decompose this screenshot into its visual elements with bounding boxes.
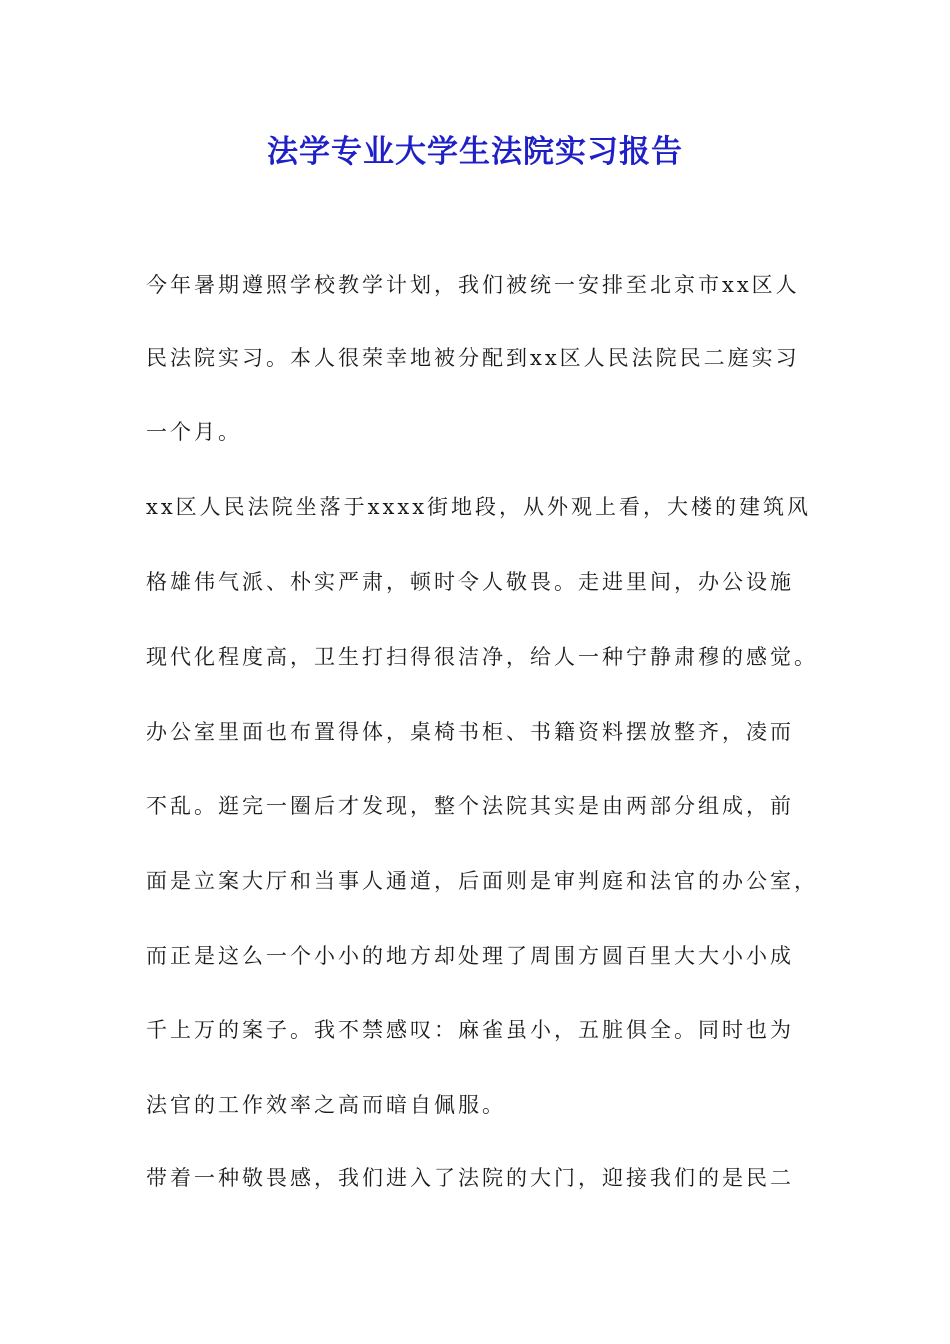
text-line: 而正是这么一个小小的地方却处理了周围方圆百里大大小小成	[146, 944, 794, 968]
text-line: 不乱。逛完一圈后才发现，整个法院其实是由两部分组成，前	[146, 794, 794, 818]
text-line: 面是立案大厅和当事人通道，后面则是审判庭和法官的办公室，	[146, 869, 818, 893]
text-line: 带着一种敬畏感，我们进入了法院的大门，迎接我们的是民二	[146, 1166, 794, 1190]
text-line: 一个月。	[146, 420, 242, 444]
document-title: 法学专业大学生法院实习报告	[267, 134, 683, 170]
text-line: 今年暑期遵照学校教学计划，我们被统一安排至北京市xx区人	[146, 273, 800, 297]
text-line: 办公室里面也布置得体，桌椅书柜、书籍资料摆放整齐，凌而	[146, 720, 794, 744]
text-line: 民法院实习。本人很荣幸地被分配到xx区人民法院民二庭实习	[146, 346, 800, 370]
text-line: xx区人民法院坐落于xxxx街地段，从外观上看，大楼的建筑风	[146, 495, 812, 519]
text-line: 现代化程度高，卫生打扫得很洁净，给人一种宁静肃穆的感觉。	[146, 645, 818, 669]
text-line: 格雄伟气派、朴实严肃，顿时令人敬畏。走进里间，办公设施	[146, 570, 794, 594]
text-line: 法官的工作效率之高而暗自佩服。	[146, 1093, 506, 1117]
text-line: 千上万的案子。我不禁感叹：麻雀虽小，五脏俱全。同时也为	[146, 1018, 794, 1042]
